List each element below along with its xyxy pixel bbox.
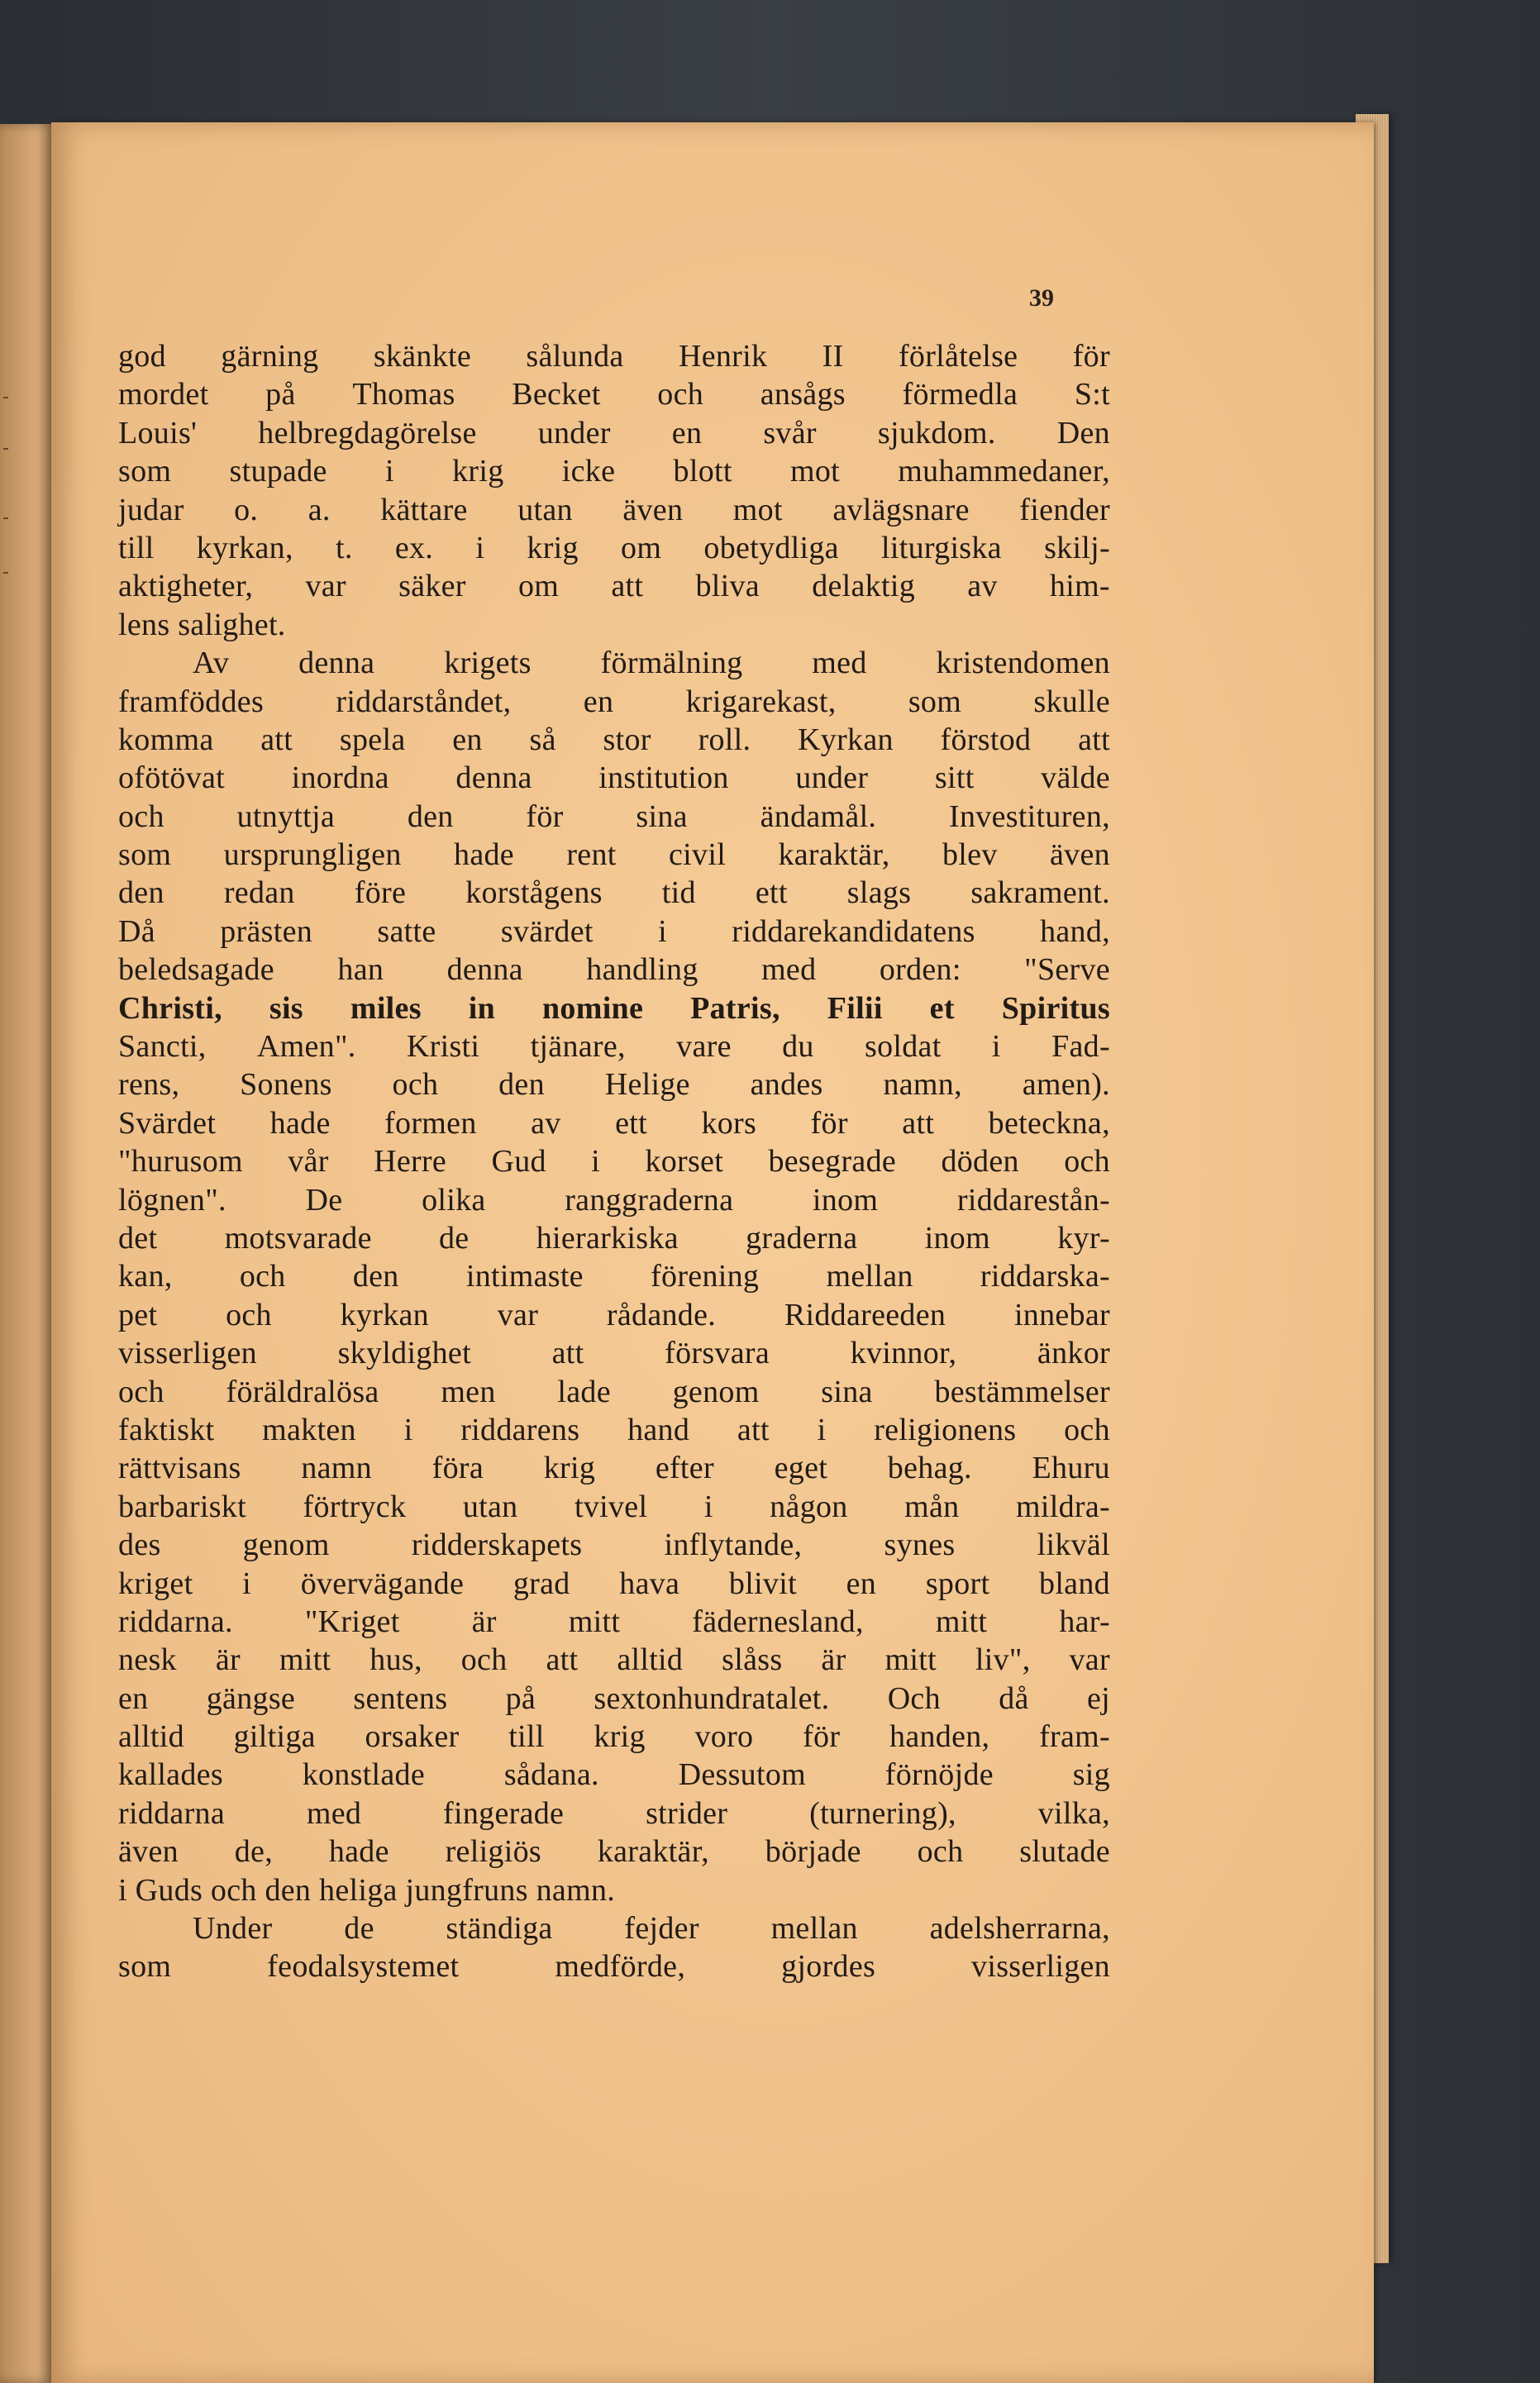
text-line: barbariskt förtryck utan tvivel i någon mån mildra- bbox=[118, 1489, 1110, 1524]
text-line: faktiskt makten i riddarens hand att i religionens och bbox=[118, 1412, 1110, 1447]
text-line: nesk är mitt hus, och att alltid slåss är mitt liv", var bbox=[118, 1642, 1110, 1678]
latin-phrase-line: Christi, sis miles in nomine Patris, Filii et Spiritus bbox=[118, 990, 1110, 1026]
text-line: Då prästen satte svärdet i riddarekandidatens hand, bbox=[118, 913, 1110, 949]
facing-page-ink-mark bbox=[3, 448, 8, 450]
text-line: och föräldralösa men lade genom sina bestämmelser bbox=[118, 1374, 1110, 1409]
text-line: riddarna. "Kriget är mitt fädernesland, mitt har- bbox=[118, 1604, 1110, 1639]
text-line: aktigheter, var säker om att bliva delaktig av him- bbox=[118, 569, 1110, 604]
text-line: Louis' helbregdagörelse under en svår sjukdom. Den bbox=[118, 415, 1110, 450]
text-line: Sancti, Amen". Kristi tjänare, vare du soldat i Fad- bbox=[118, 1029, 1110, 1065]
text-line: kallades konstlade sådana. Dessutom förnöjde sig bbox=[118, 1757, 1110, 1793]
facing-page-edge bbox=[0, 124, 53, 2383]
text-line: den redan före korstågens tid ett slags sakrament. bbox=[118, 875, 1110, 911]
text-line: "hurusom vår Herre Gud i korset besegrade döden och bbox=[118, 1144, 1110, 1180]
text-line: framföddes riddarståndet, en krigarekast, som skulle bbox=[118, 684, 1110, 719]
facing-page-ink-mark bbox=[3, 397, 8, 398]
text-line: rättvisans namn föra krig efter eget behag. Ehuru bbox=[118, 1451, 1110, 1486]
page-number: 39 bbox=[1029, 284, 1054, 312]
text-line: rens, Sonens och den Helige andes namn, amen). bbox=[118, 1067, 1110, 1103]
text-line: alltid giltiga orsaker till krig voro för handen, fram- bbox=[118, 1719, 1110, 1755]
text-line: kan, och den intimaste förening mellan riddarska- bbox=[118, 1259, 1110, 1294]
text-line: som stupade i krig icke blott mot muhammedaner, bbox=[118, 454, 1110, 489]
text-line: som ursprungligen hade rent civil karaktär, blev även bbox=[118, 837, 1110, 873]
text-line: beledsagade han denna handling med orden: "Serve bbox=[118, 952, 1110, 988]
text-line: lögnen". De olika ranggraderna inom riddarestån- bbox=[118, 1182, 1110, 1218]
text-line: visserligen skyldighet att försvara kvinnor, änkor bbox=[118, 1336, 1110, 1371]
text-line: Svärdet hade formen av ett kors för att beteckna, bbox=[118, 1105, 1110, 1141]
text-line: till kyrkan, t. ex. i krig om obetydliga liturgiska skilj- bbox=[118, 530, 1110, 565]
body-text bbox=[118, 337, 1110, 1986]
text-line: som feodalsystemet medförde, gjordes visserligen bbox=[118, 1949, 1110, 1985]
facing-page-ink-mark bbox=[3, 572, 8, 574]
text-line: även de, hade religiös karaktär, började och slutade bbox=[118, 1834, 1110, 1870]
text-line: i Guds och den heliga jungfruns namn. bbox=[118, 1872, 616, 1908]
text-line: des genom ridderskapets inflytande, synes likväl bbox=[118, 1528, 1110, 1563]
text-line: pet och kyrkan var rådande. Riddareeden innebar bbox=[118, 1297, 1110, 1332]
facing-page-ink-mark bbox=[3, 517, 8, 519]
text-line: judar o. a. kättare utan även mot avlägsnare fiender bbox=[118, 492, 1110, 527]
text-line: en gängse sentens på sextonhundratalet. Och då ej bbox=[118, 1680, 1110, 1716]
text-line: ofötövat inordna denna institution under sitt välde bbox=[118, 760, 1110, 796]
text-line: god gärning skänkte sålunda Henrik II förlåtelse för bbox=[118, 339, 1110, 374]
text-line: lens salighet. bbox=[118, 607, 286, 642]
text-line: riddarna med fingerade strider (turnering), vilka, bbox=[118, 1795, 1110, 1831]
text-line: kriget i övervägande grad hava blivit en sport bland bbox=[118, 1566, 1110, 1601]
paragraph-first-line: Av denna krigets förmälning med kristendomen bbox=[193, 646, 1110, 681]
text-line: och utnyttja den för sina ändamål. Investituren, bbox=[118, 798, 1110, 834]
text-line: det motsvarade de hierarkiska graderna inom kyr- bbox=[118, 1220, 1110, 1256]
text-line: komma att spela en så stor roll. Kyrkan förstod att bbox=[118, 722, 1110, 757]
paragraph-first-line: Under de ständiga fejder mellan adelsherrarna, bbox=[193, 1911, 1110, 1947]
text-line: mordet på Thomas Becket och ansågs förmedla S:t bbox=[118, 377, 1110, 412]
